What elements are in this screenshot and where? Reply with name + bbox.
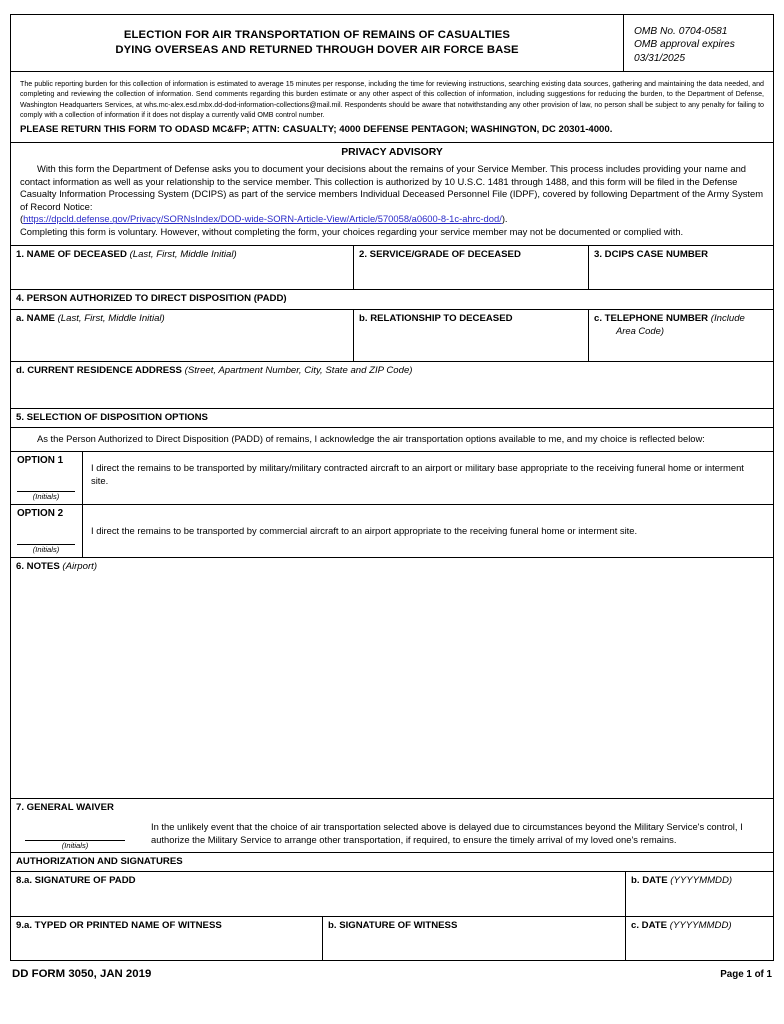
field-1-input[interactable] bbox=[16, 261, 348, 287]
form-identifier: DD FORM 3050, JAN 2019 bbox=[12, 968, 152, 981]
disposition-intro-text: As the Person Authorized to Direct Disposition (PADD) of remains, I acknowledge the air transportation options available to me, and my choice is reflected below: bbox=[37, 433, 705, 445]
field-padd-telephone[interactable] bbox=[589, 310, 773, 362]
option-2-text: I direct the remains to be transported by commercial aircraft to an airport appropriate to the receiving funeral home or interment site. bbox=[91, 524, 638, 536]
field-4b-label: b. RELATIONSHIP TO DECEASED bbox=[359, 312, 513, 324]
disposition-intro bbox=[11, 428, 773, 452]
field-padd-signature-date[interactable] bbox=[626, 872, 773, 916]
field-signature-of-padd[interactable] bbox=[11, 872, 626, 916]
field-2-label: 2. SERVICE/GRADE OF DECEASED bbox=[359, 248, 521, 260]
option-2-title: OPTION 2 bbox=[17, 507, 64, 519]
field-witness-signature[interactable] bbox=[323, 917, 626, 961]
waiver-text: In the unlikely event that the choice of air transportation selected above is delayed due to circumstances beyond the Military Service's control, I authorize the Military Service to arrange other transportation, if required, to ensure the timely arrival of my loved one's remains. bbox=[151, 820, 743, 845]
signature-witness-row bbox=[11, 917, 773, 961]
deceased-info-row bbox=[11, 246, 773, 291]
field-8a-input[interactable] bbox=[16, 888, 620, 914]
field-9b-label: b. SIGNATURE OF WITNESS bbox=[328, 919, 458, 931]
field-8b-hint: (YYYYMMDD) bbox=[670, 874, 733, 886]
field-6-input[interactable] bbox=[16, 574, 768, 796]
field-9b-input[interactable] bbox=[328, 932, 620, 958]
form-header bbox=[11, 15, 773, 72]
option-1-text: I direct the remains to be transported by military/military contracted aircraft to an airport or military base appropriate to the receiving funeral home or interment site. bbox=[91, 461, 744, 486]
option-2-row bbox=[11, 505, 773, 558]
privacy-advisory-paragraph-2: Completing this form is voluntary. However, without completing the form, your choices regarding your service member may not be documented or complied with. bbox=[20, 226, 684, 237]
omb-approval-expires-label: OMB approval expires bbox=[634, 39, 735, 51]
option-1-title: OPTION 1 bbox=[17, 454, 64, 466]
field-9c-label: c. DATE bbox=[631, 919, 668, 931]
link-paren-open: ( bbox=[20, 213, 24, 225]
field-4a-label: a. NAME bbox=[16, 312, 55, 324]
form-title-line-1: ELECTION FOR AIR TRANSPORTATION OF REMAINS OF CASUALTIES bbox=[123, 29, 511, 42]
field-padd-name[interactable] bbox=[11, 310, 354, 362]
field-6-label: 6. NOTES bbox=[16, 560, 60, 572]
signatures-section-heading: AUTHORIZATION AND SIGNATURES bbox=[11, 853, 773, 872]
padd-info-row bbox=[11, 310, 773, 363]
option-1-initials-cell[interactable] bbox=[11, 452, 83, 504]
dd-form-3050 bbox=[10, 14, 774, 961]
option-1-initials-caption: (Initials) bbox=[32, 491, 60, 501]
field-8b-label: b. DATE bbox=[631, 874, 668, 886]
field-9c-hint: (YYYYMMDD) bbox=[669, 919, 732, 931]
signature-padd-row bbox=[11, 872, 773, 917]
field-4c-hint: (Include bbox=[710, 312, 745, 324]
field-padd-relationship[interactable] bbox=[354, 310, 589, 362]
field-1-label: 1. NAME OF DECEASED bbox=[16, 248, 127, 260]
field-3-label: 3. DCIPS CASE NUMBER bbox=[594, 248, 709, 260]
page-number: Page 1 of 1 bbox=[720, 969, 772, 981]
burden-statement-text: The public reporting burden for this collection of information is estimated to average 15 minutes per response, including the time for reviewing instructions, searching existing data sources, gathering and maintaining the data needed, and completing and reviewing the collection of information. Send comments regarding this burden estimate or any other aspect of this collection of information, including suggestions for reducing the burden, to the Department of Defense, Washington Headquarters Services, at whs.mc-alex.esd.mbx.dd-dod-information-collections@mail.mil. Respondents should be aware that notwithstanding any other provision of law, no person shall be subject to any penalty for failing to comply with a collection of information if it does not display a currently valid OMB control number. bbox=[20, 80, 764, 119]
link-paren-close: ). bbox=[501, 213, 508, 225]
form-title bbox=[11, 15, 623, 71]
field-name-of-deceased[interactable] bbox=[11, 246, 354, 290]
privacy-advisory-heading: PRIVACY ADVISORY bbox=[341, 147, 443, 159]
field-4d-hint: (Street, Apartment Number, City, State and ZIP Code) bbox=[184, 365, 413, 377]
omb-number: OMB No. 0704-0581 bbox=[634, 26, 728, 37]
padd-section-heading: 4. PERSON AUTHORIZED TO DIRECT DISPOSITION (PADD) bbox=[11, 290, 773, 309]
option-1-row bbox=[11, 452, 773, 505]
field-9c-input[interactable] bbox=[631, 932, 768, 958]
field-padd-residence-address[interactable] bbox=[11, 362, 773, 409]
field-4a-hint: (Last, First, Middle Initial) bbox=[57, 312, 165, 324]
field-4c-label: c. TELEPHONE NUMBER bbox=[594, 312, 709, 324]
field-4d-label: d. CURRENT RESIDENCE ADDRESS bbox=[16, 365, 182, 377]
field-witness-name[interactable] bbox=[11, 917, 323, 961]
waiver-initials-cell[interactable] bbox=[11, 840, 151, 852]
waiver-section-heading: 7. GENERAL WAIVER bbox=[16, 801, 114, 813]
privacy-advisory-link-line bbox=[20, 213, 764, 226]
sorn-link[interactable]: https://dpcld.defense.gov/Privacy/SORNsIndex/DOD-wide-SORN-Article-View/Article/570058/a0600-8-1c-ahrc-dod/ bbox=[23, 213, 502, 225]
field-4a-input[interactable] bbox=[16, 325, 348, 359]
field-4c-hint-2: Area Code) bbox=[616, 325, 664, 337]
field-4d-input[interactable] bbox=[16, 378, 768, 406]
field-9a-input[interactable] bbox=[16, 932, 317, 958]
omb-approval-expires-date: 03/31/2025 bbox=[634, 52, 685, 64]
form-title-line-2: DYING OVERSEAS AND RETURNED THROUGH DOVER AIR FORCE BASE bbox=[115, 44, 519, 57]
field-8b-input[interactable] bbox=[631, 888, 768, 914]
option-2-initials-caption: (Initials) bbox=[32, 544, 60, 554]
burden-statement bbox=[11, 72, 773, 143]
disposition-section-heading: 5. SELECTION OF DISPOSITION OPTIONS bbox=[11, 409, 773, 428]
privacy-advisory bbox=[11, 143, 773, 246]
field-2-input[interactable] bbox=[359, 261, 583, 287]
field-1-hint: (Last, First, Middle Initial) bbox=[129, 248, 237, 260]
field-notes[interactable] bbox=[11, 558, 773, 799]
field-3-input[interactable] bbox=[594, 261, 768, 287]
option-2-initials-cell[interactable] bbox=[11, 505, 83, 557]
field-4b-input[interactable] bbox=[359, 325, 583, 359]
field-6-hint: (Airport) bbox=[62, 560, 98, 572]
waiver-body bbox=[11, 817, 773, 853]
field-4c-input[interactable] bbox=[594, 337, 768, 355]
privacy-advisory-paragraph-1: With this form the Department of Defense asks you to document your decisions about the remains of your Service Member. This process includes providing your name and contact information as well as your relationship to the service member. This collection is authorized by 10 U.S.C. 1481 through 1488, and this form will be filed in the Defense Casualty Information Processing System (DCIPS) as part of the service members Individual Deceased Personnel File (IDPF), covered by following Department of the Army System of Record Notice: bbox=[20, 163, 764, 212]
field-9a-label: 9.a. TYPED OR PRINTED NAME OF WITNESS bbox=[16, 919, 222, 931]
field-service-grade-of-deceased[interactable] bbox=[354, 246, 589, 290]
field-witness-signature-date[interactable] bbox=[626, 917, 773, 961]
field-dcips-case-number[interactable] bbox=[589, 246, 773, 290]
form-footer bbox=[10, 961, 774, 980]
return-address-notice: PLEASE RETURN THIS FORM TO ODASD MC&FP; ATTN: CASUALTY; 4000 DEFENSE PENTAGON; WASHINGTON, DC 20301-4000. bbox=[20, 124, 613, 136]
omb-box bbox=[623, 15, 773, 71]
field-8a-label: 8.a. SIGNATURE OF PADD bbox=[16, 874, 136, 886]
waiver-initials-caption: (Initials) bbox=[61, 840, 89, 850]
